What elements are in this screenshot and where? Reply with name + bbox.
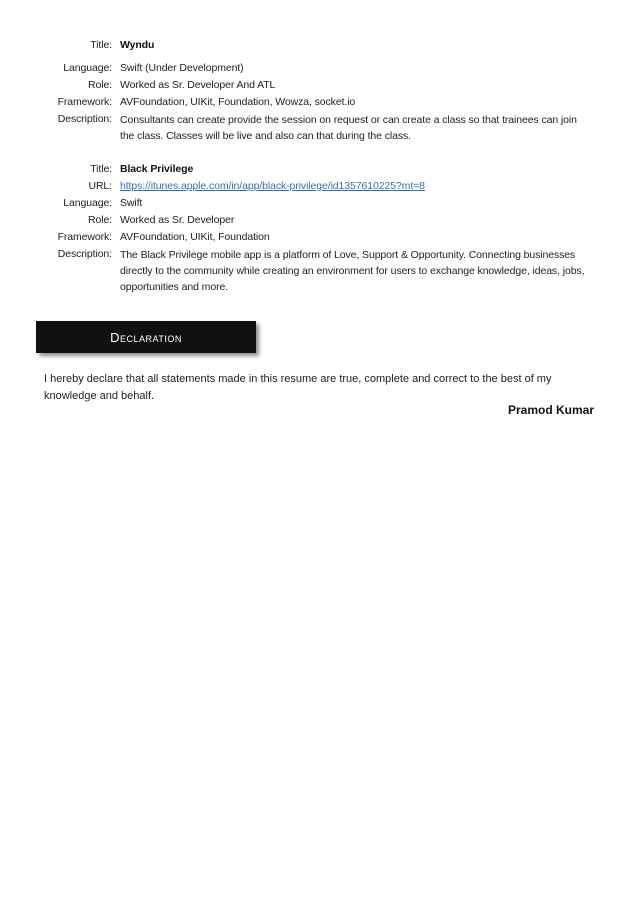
signature-name: Pramod Kumar xyxy=(507,403,594,417)
url-label: URL: xyxy=(88,180,112,192)
role-label: Role: xyxy=(87,214,112,226)
project-role-row xyxy=(0,213,638,227)
project-title-row xyxy=(0,38,638,52)
role-label: Role: xyxy=(87,79,112,91)
declaration-heading: Declaration xyxy=(110,329,182,345)
language-label: Language: xyxy=(63,197,112,209)
project-url-link[interactable]: https://itunes.apple.com/in/app/black-privilege/id1357610225?mt=8 xyxy=(120,180,425,192)
project-description-row xyxy=(0,112,638,144)
framework-label: Framework: xyxy=(57,96,112,108)
declaration-text: I hereby declare that all statements made in this resume are true, complete and correct to the best of my knowledge and behalf. xyxy=(44,373,552,402)
project-title: Wyndu xyxy=(120,39,155,51)
project-framework-row xyxy=(0,95,638,109)
project-language: Swift xyxy=(120,197,143,209)
description-label: Description: xyxy=(57,113,112,125)
project-role: Worked as Sr. Developer And ATL xyxy=(120,79,276,91)
framework-label: Framework: xyxy=(57,231,112,243)
project-black-privilege xyxy=(0,162,638,298)
project-url-row xyxy=(0,179,638,193)
language-label: Language: xyxy=(63,62,112,74)
project-title-row xyxy=(0,162,638,176)
project-description: The Black Privilege mobile app is a platform of Love, Support & Opportunity. Connecting businesses directly to the community while creating an environment for users to exchange knowledge, ideas, jobs, opportunities and more. xyxy=(120,249,585,293)
title-label: Title: xyxy=(90,163,112,175)
project-language-row xyxy=(0,61,638,75)
project-title: Black Privilege xyxy=(120,163,194,175)
project-description-row xyxy=(0,247,638,295)
title-label: Title: xyxy=(90,39,112,51)
project-role-row xyxy=(0,78,638,92)
project-language: Swift (Under Development) xyxy=(120,62,244,74)
project-role: Worked as Sr. Developer xyxy=(120,214,235,226)
project-framework: AVFoundation, UIKit, Foundation xyxy=(120,231,270,243)
description-label: Description: xyxy=(57,248,112,260)
project-language-row xyxy=(0,196,638,210)
declaration-heading-box xyxy=(36,321,256,353)
project-framework: AVFoundation, UIKit, Foundation, Wowza, socket.io xyxy=(120,96,356,108)
project-description: Consultants can create provide the session on request or can create a class so that trainees can join the class. Classes will be live and also can that during the class. xyxy=(120,114,577,142)
project-wyndu xyxy=(0,38,638,147)
project-framework-row xyxy=(0,230,638,244)
